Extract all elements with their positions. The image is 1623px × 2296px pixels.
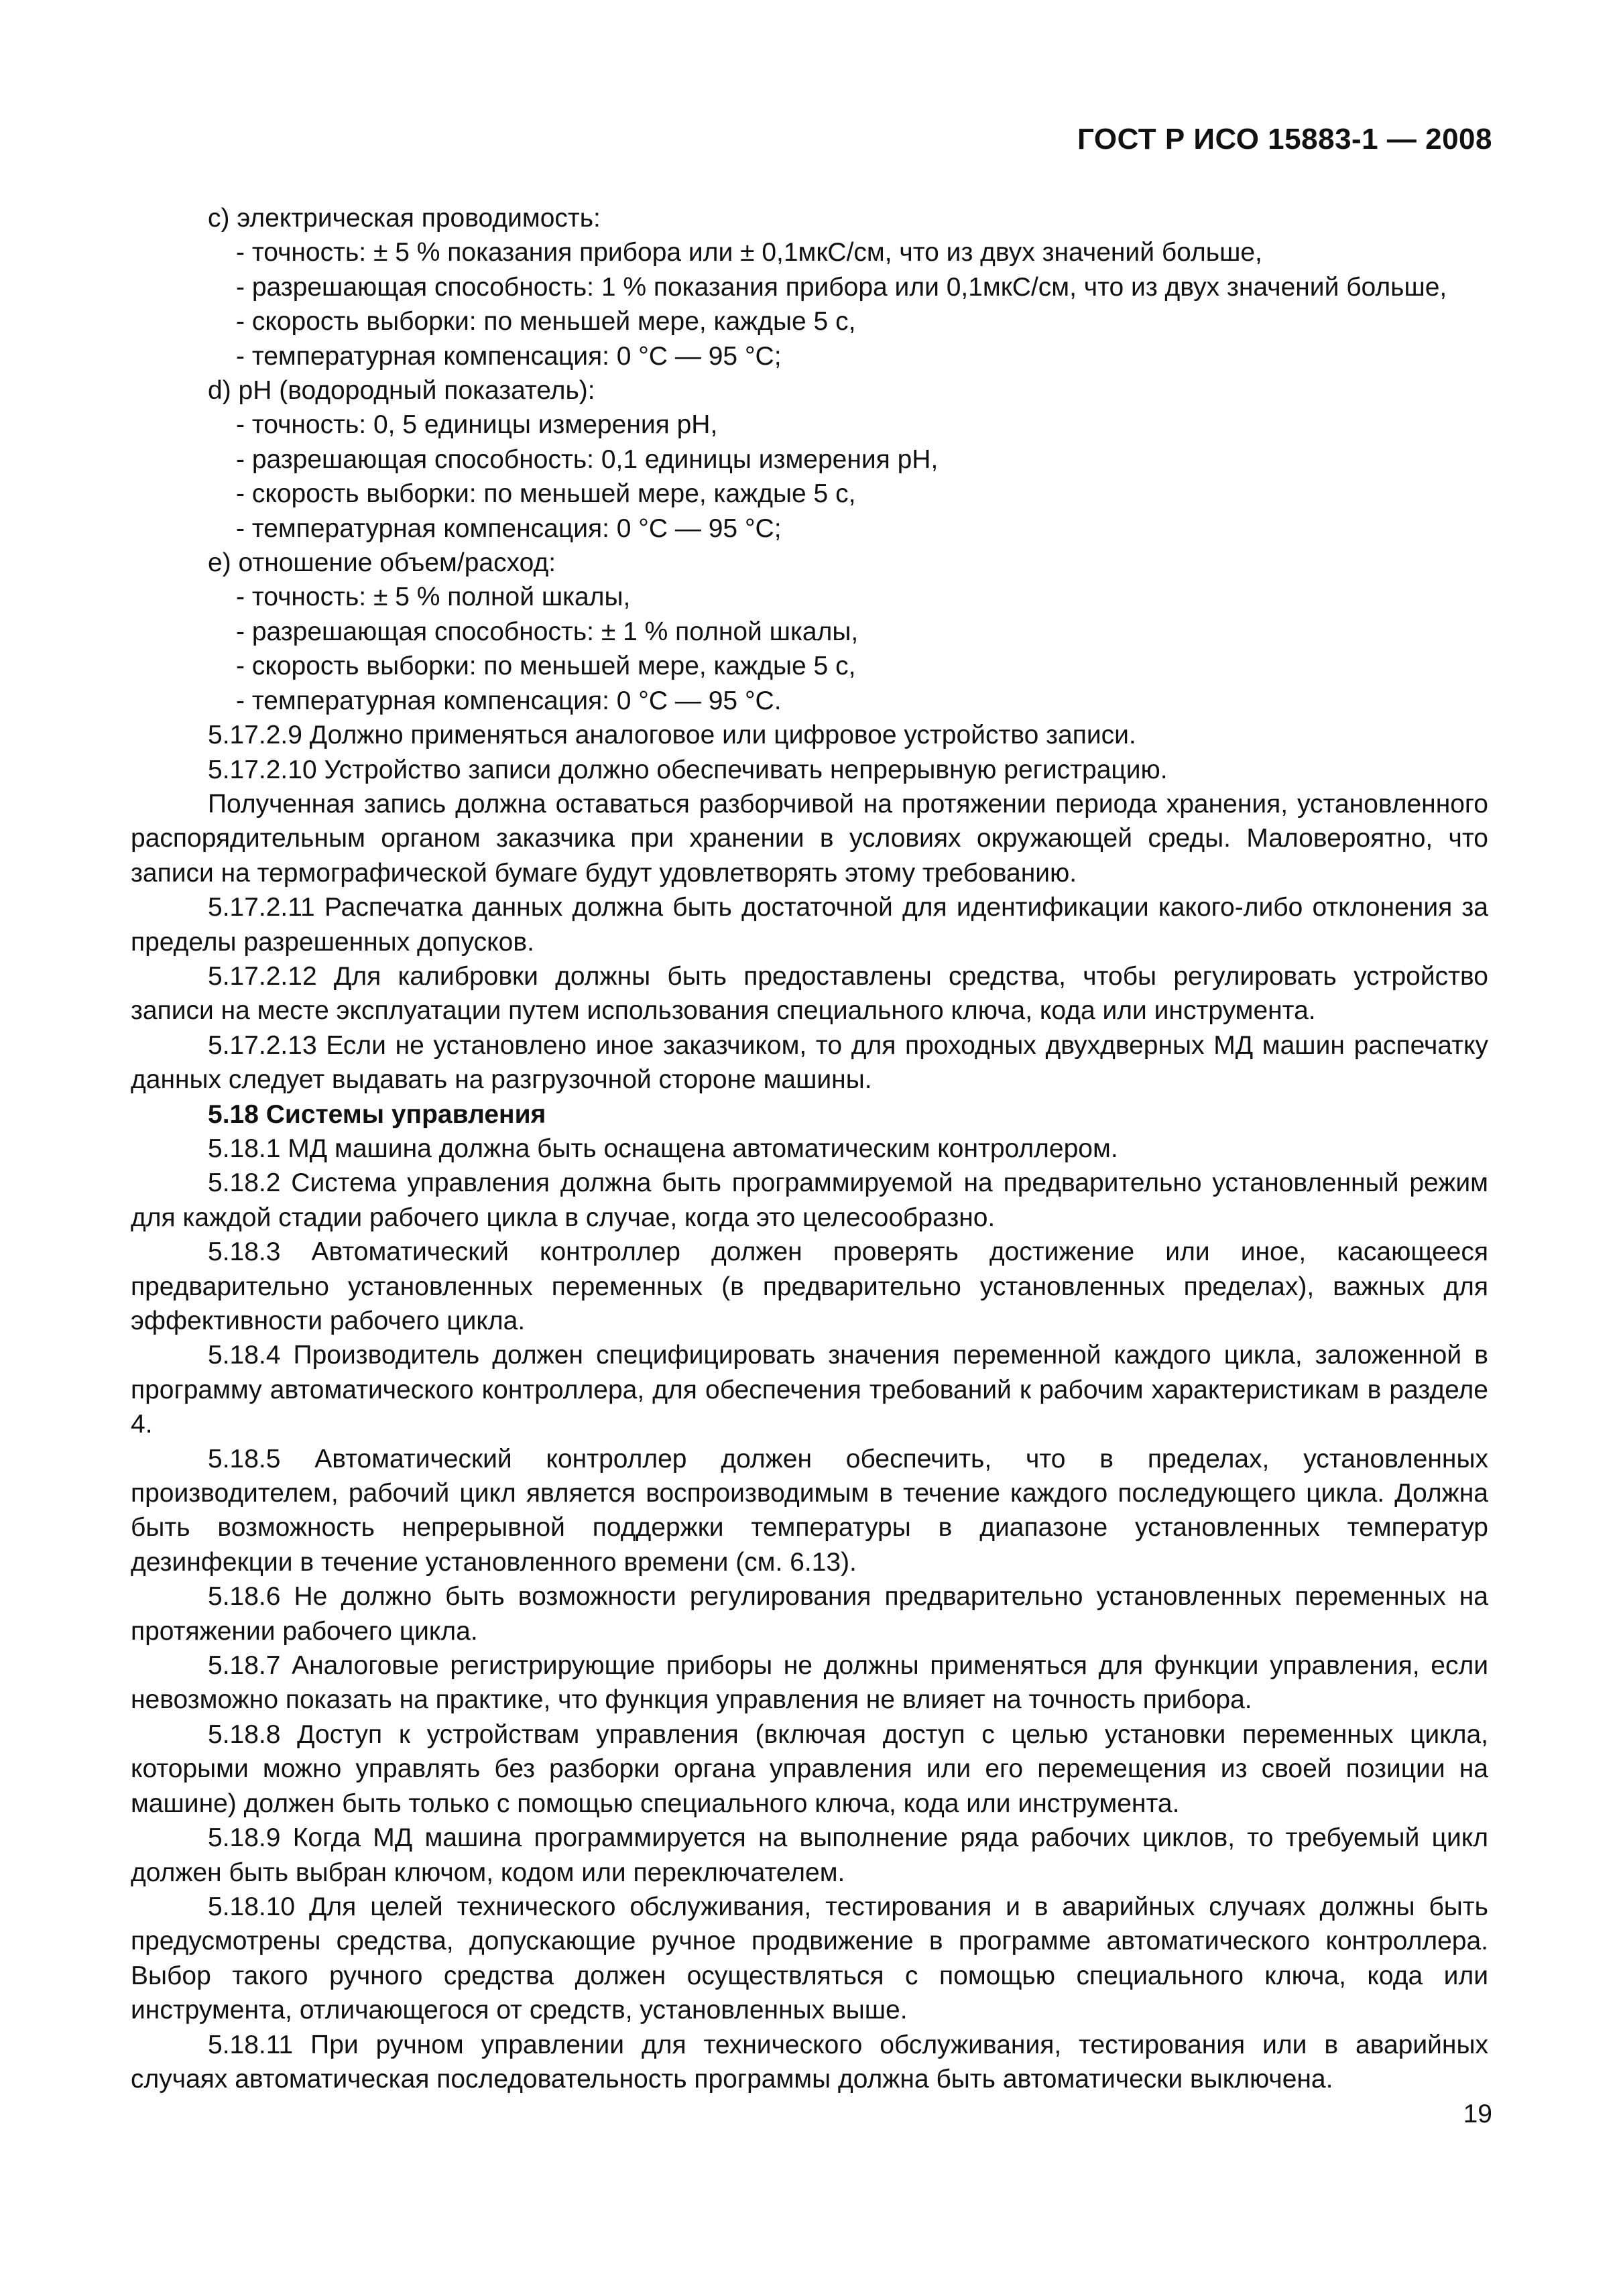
paragraph-5-18-1: 5.18.1 МД машина должна быть оснащена автоматическим контроллером. [208,1134,1118,1163]
document-header: ГОСТ Р ИСО 15883-1 — 2008 [1077,123,1492,156]
list-item: - разрешающая способность: ± 1 % полной шкалы, [236,617,859,646]
paragraph-5-17-2-10: 5.17.2.10 Устройство записи должно обеспечивать непрерывную регистрацию. [208,755,1168,784]
list-c-label: c) электрическая проводимость: [208,204,601,233]
list-item: - скорость выборки: по меньшей мере, каждые 5 с, [236,307,856,337]
paragraph-5-18-7: 5.18.7 Аналоговые регистрирующие приборы не должны применяться для функции управления, если невозможно показать на практике, что функция управления не влияет на точность прибора. [131,1651,1488,1715]
list-item: - точность: ± 5 % показания прибора или ± 0,1мкС/см, что из двух значений больше, [236,238,1262,267]
paragraph-5-18-8: 5.18.8 Доступ к устройствам управления (включая доступ с целью установки переменных цикла, которыми можно управлять без разборки органа управления или его перемещения из своей позиции на машине) должен быть только с помощью специального ключа, кода или инструмента. [131,1719,1488,1818]
list-item: - разрешающая способность: 0,1 единицы измерения рН, [236,444,939,474]
list-item: - температурная компенсация: 0 °С — 95 °С; [236,513,782,543]
paragraph-5-18-10: 5.18.10 Для целей технического обслуживания, тестирования и в аварийных случаях должны быть предусмотрены средства, допускающие ручное продвижение в программе автоматического контроллера. Выбор такого ручного средства должен осуществляться с помощью специального ключа, кода или инструмента, отличающегося от средств, установленных выше. [131,1892,1488,2025]
list-item: - скорость выборки: по меньшей мере, каждые 5 с, [236,652,856,681]
paragraph-5-17-2-13: 5.17.2.13 Если не установлено иное заказчиком, то для проходных двухдверных МД машин распечатку данных следует выдавать на разгрузочной стороне машины. [131,1030,1488,1095]
section-heading-5-18: 5.18 Системы управления [208,1099,546,1129]
list-item: - температурная компенсация: 0 °С — 95 °С. [236,686,782,715]
list-item: - температурная компенсация: 0 °С — 95 °С; [236,341,782,371]
list-item: - скорость выборки: по меньшей мере, каждые 5 с, [236,479,856,509]
page-number: 19 [1463,2100,1492,2128]
list-e-label: e) отношение объем/расход: [208,548,556,578]
paragraph-5-17-2-9: 5.17.2.9 Должно применяться аналоговое или цифровое устройство записи. [208,721,1136,750]
paragraph-5-18-2: 5.18.2 Система управления должна быть программируемой на предварительно установленный режим для каждой стадии рабочего цикла в случае, когда это целесообразно. [131,1168,1488,1232]
paragraph-5-18-6: 5.18.6 Не должно быть возможности регулирования предварительно установленных переменных на протяжении рабочего цикла. [131,1582,1488,1646]
list-item: - разрешающая способность: 1 % показания прибора или 0,1мкС/см, что из двух значений больше, [236,272,1447,302]
paragraph-5-18-11: 5.18.11 При ручном управлении для технического обслуживания, тестирования или в аварийных случаях автоматическая последовательность программы должна быть автоматически выключена. [131,2030,1488,2094]
paragraph-5-17-2-12: 5.17.2.12 Для калибровки должны быть предоставлены средства, чтобы регулировать устройство записи на месте эксплуатации путем использования специального ключа, кода или инструмента. [131,961,1488,1026]
list-item: - точность: ± 5 % полной шкалы, [236,583,631,612]
list-d-label: d) рН (водородный показатель): [208,376,595,406]
paragraph-5-18-5: 5.18.5 Автоматический контроллер должен обеспечить, что в пределах, установленных производителем, рабочий цикл является воспроизводимым в течение каждого последующего цикла. Должна быть возможность непрерывной поддержки температуры в диапазоне установленных температур дезинфекции в течение установленного времени (см. 6.13). [131,1444,1488,1577]
paragraph-5-18-9: 5.18.9 Когда МД машина программируется на выполнение ряда рабочих циклов, то требуемый цикл должен быть выбран ключом, кодом или переключателем. [131,1823,1488,1887]
paragraph-5-18-4: 5.18.4 Производитель должен специфицировать значения переменной каждого цикла, заложенной в программу автоматического контроллера, для обеспечения требований к рабочим характеристикам в разделе 4. [131,1341,1488,1439]
list-item: - точность: 0, 5 единицы измерения рН, [236,410,718,440]
paragraph-record: Полученная запись должна оставаться разборчивой на протяжении периода хранения, установленного распорядительным органом заказчика при хранении в условиях окружающей среды. Маловероятно, что записи на термографической бумаге будут удовлетворять этому требованию. [131,789,1488,888]
paragraph-5-17-2-11: 5.17.2.11 Распечатка данных должна быть достаточной для идентификации какого-либо отклонения за пределы разрешенных допусков. [131,893,1488,957]
paragraph-5-18-3: 5.18.3 Автоматический контроллер должен проверять достижение или иное, касающееся предварительно установленных переменных (в предварительно установленных пределах), важных для эффективности рабочего цикла. [131,1237,1488,1335]
document-body [131,201,1488,2096]
